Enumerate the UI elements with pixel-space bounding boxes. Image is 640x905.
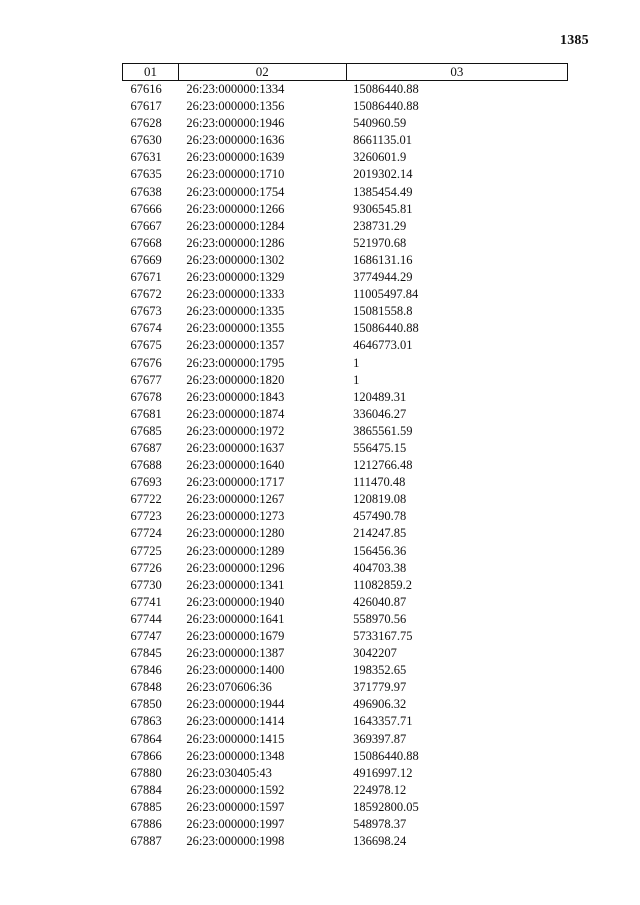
table-row [123, 491, 568, 508]
cadastral-number-cell: 26:23:000000:1940 [186, 594, 285, 609]
value-cell: 238731.29 [353, 218, 407, 233]
table-row [123, 286, 568, 303]
record-id-cell: 67630 [130, 133, 162, 148]
value-cell: 457490.78 [353, 509, 407, 524]
table-row [123, 543, 568, 560]
cadastral-number-cell: 26:23:000000:1333 [186, 287, 285, 302]
record-id-cell: 67887 [130, 834, 162, 849]
table-row [123, 320, 568, 337]
value-cell: 120489.31 [353, 389, 407, 404]
cadastral-number-cell: 26:23:000000:1348 [186, 748, 285, 763]
table-body [123, 81, 568, 851]
cadastral-number-cell: 26:23:000000:1754 [186, 184, 285, 199]
record-id-cell: 67884 [130, 782, 162, 797]
value-cell: 15086440.88 [353, 99, 419, 114]
table-row [123, 406, 568, 423]
cadastral-number-cell: 26:23:000000:1637 [186, 440, 285, 455]
value-cell: 2019302.14 [353, 167, 413, 182]
value-cell: 198352.65 [353, 663, 407, 678]
record-id-cell: 67671 [130, 270, 162, 285]
table-row [123, 457, 568, 474]
table-row [123, 303, 568, 320]
table-row [123, 713, 568, 730]
record-id-cell: 67681 [130, 406, 162, 421]
table-row [123, 252, 568, 269]
cadastral-number-cell: 26:23:000000:1639 [186, 150, 285, 165]
record-id-cell: 67848 [130, 680, 162, 695]
value-cell: 336046.27 [353, 406, 407, 421]
table-row [123, 149, 568, 166]
record-id-cell: 67723 [130, 509, 162, 524]
record-id-cell: 67845 [130, 646, 162, 661]
cadastral-number-cell: 26:23:000000:1335 [186, 304, 285, 319]
cadastral-number-cell: 26:23:000000:1641 [186, 611, 285, 626]
value-cell: 4916997.12 [353, 765, 413, 780]
column-header-03: 03 [346, 64, 567, 81]
cadastral-number-cell: 26:23:000000:1273 [186, 509, 285, 524]
cadastral-number-cell: 26:23:000000:1636 [186, 133, 285, 148]
table-row [123, 833, 568, 850]
record-id-cell: 67730 [130, 577, 162, 592]
value-cell: 404703.38 [353, 560, 407, 575]
cadastral-number-cell: 26:23:000000:1795 [186, 355, 285, 370]
cadastral-number-cell: 26:23:000000:1843 [186, 389, 285, 404]
record-id-cell: 67676 [130, 355, 162, 370]
record-id-cell: 67675 [130, 338, 162, 353]
record-id-cell: 67666 [130, 201, 162, 216]
table-row [123, 799, 568, 816]
table-row [123, 201, 568, 218]
value-cell: 15086440.88 [353, 748, 419, 763]
cadastral-number-cell: 26:23:000000:1997 [186, 817, 285, 832]
record-id-cell: 67672 [130, 287, 162, 302]
cadastral-number-cell: 26:23:000000:1266 [186, 201, 285, 216]
table-row [123, 748, 568, 765]
value-cell: 1385454.49 [353, 184, 413, 199]
record-id-cell: 67687 [130, 440, 162, 455]
cadastral-number-cell: 26:23:000000:1302 [186, 252, 285, 267]
value-cell: 120819.08 [353, 492, 407, 507]
cadastral-number-cell: 26:23:000000:1415 [186, 731, 285, 746]
cadastral-number-cell: 26:23:000000:1946 [186, 116, 285, 131]
table-row [123, 611, 568, 628]
value-cell: 224978.12 [353, 782, 407, 797]
value-cell: 1 [353, 355, 360, 370]
cadastral-number-cell: 26:23:000000:1355 [186, 321, 285, 336]
cadastral-number-cell: 26:23:000000:1280 [186, 526, 285, 541]
value-cell: 3774944.29 [353, 270, 413, 285]
value-cell: 558970.56 [353, 611, 407, 626]
record-id-cell: 67864 [130, 731, 162, 746]
table-row [123, 423, 568, 440]
record-id-cell: 67744 [130, 611, 162, 626]
cadastral-number-cell: 26:23:000000:1267 [186, 492, 285, 507]
cadastral-number-cell: 26:23:000000:1400 [186, 663, 285, 678]
record-id-cell: 67722 [130, 492, 162, 507]
value-cell: 1212766.48 [353, 458, 413, 473]
record-id-cell: 67741 [130, 594, 162, 609]
table-row [123, 577, 568, 594]
record-id-cell: 67628 [130, 116, 162, 131]
cadastral-number-cell: 26:23:000000:1874 [186, 406, 285, 421]
record-id-cell: 67724 [130, 526, 162, 541]
table-row [123, 372, 568, 389]
cadastral-number-cell: 26:23:000000:1334 [186, 82, 285, 96]
value-cell: 371779.97 [353, 680, 407, 695]
record-id-cell: 67631 [130, 150, 162, 165]
cadastral-number-cell: 26:23:000000:1944 [186, 697, 285, 712]
value-cell: 3865561.59 [353, 423, 413, 438]
value-cell: 9306545.81 [353, 201, 413, 216]
record-id-cell: 67726 [130, 560, 162, 575]
value-cell: 214247.85 [353, 526, 407, 541]
table-row [123, 337, 568, 354]
value-cell: 426040.87 [353, 594, 407, 609]
column-header-01: 01 [123, 64, 179, 81]
cadastral-number-cell: 26:23:000000:1597 [186, 799, 285, 814]
cadastral-number-cell: 26:23:000000:1640 [186, 458, 285, 473]
table-row [123, 560, 568, 577]
value-cell: 18592800.05 [353, 799, 419, 814]
record-id-cell: 67688 [130, 458, 162, 473]
cadastral-number-cell: 26:23:000000:1286 [186, 235, 285, 250]
cadastral-number-cell: 26:23:070606:36 [186, 680, 272, 695]
value-cell: 15086440.88 [353, 82, 419, 96]
value-cell: 548978.37 [353, 817, 407, 832]
value-cell: 15081558.8 [353, 304, 413, 319]
cadastral-number-cell: 26:23:000000:1998 [186, 834, 285, 849]
cadastral-number-cell: 26:23:000000:1820 [186, 372, 285, 387]
value-cell: 521970.68 [353, 235, 407, 250]
value-cell: 369397.87 [353, 731, 407, 746]
cadastral-number-cell: 26:23:000000:1284 [186, 218, 285, 233]
value-cell: 3260601.9 [353, 150, 407, 165]
table-row [123, 218, 568, 235]
record-id-cell: 67863 [130, 714, 162, 729]
table-row [123, 269, 568, 286]
table-row [123, 782, 568, 799]
table-row [123, 389, 568, 406]
table-row [123, 645, 568, 662]
page-number: 1385 [560, 33, 589, 48]
table-row [123, 355, 568, 372]
value-cell: 3042207 [353, 646, 397, 661]
value-cell: 156456.36 [353, 543, 407, 558]
data-table [122, 63, 568, 850]
table-row [123, 166, 568, 183]
table-row [123, 81, 568, 99]
table-row [123, 440, 568, 457]
table-row [123, 765, 568, 782]
cadastral-number-cell: 26:23:000000:1357 [186, 338, 285, 353]
cadastral-number-cell: 26:23:000000:1296 [186, 560, 285, 575]
record-id-cell: 67886 [130, 817, 162, 832]
record-id-cell: 67678 [130, 389, 162, 404]
table-row [123, 628, 568, 645]
table-row [123, 816, 568, 833]
value-cell: 5733167.75 [353, 629, 413, 643]
record-id-cell: 67885 [130, 799, 162, 814]
record-id-cell: 67846 [130, 663, 162, 678]
table-row [123, 525, 568, 542]
record-id-cell: 67866 [130, 748, 162, 763]
record-id-cell: 67674 [130, 321, 162, 336]
value-cell: 1 [353, 372, 360, 387]
table-row [123, 662, 568, 679]
cadastral-number-cell: 26:23:000000:1710 [186, 167, 285, 182]
value-cell: 11082859.2 [353, 577, 413, 592]
value-cell: 540960.59 [353, 116, 407, 131]
record-id-cell: 67616 [130, 82, 162, 96]
table-row [123, 731, 568, 748]
table-row [123, 132, 568, 149]
record-id-cell: 67850 [130, 697, 162, 712]
cadastral-number-cell: 26:23:000000:1387 [186, 646, 285, 661]
cadastral-number-cell: 26:23:000000:1341 [186, 577, 285, 592]
value-cell: 136698.24 [353, 834, 407, 849]
record-id-cell: 67667 [130, 218, 162, 233]
value-cell: 111470.48 [353, 475, 406, 490]
value-cell: 1686131.16 [353, 252, 413, 267]
cadastral-number-cell: 26:23:000000:1356 [186, 99, 285, 114]
cadastral-number-cell: 26:23:000000:1329 [186, 270, 285, 285]
table-row [123, 474, 568, 491]
cadastral-number-cell: 26:23:000000:1592 [186, 782, 285, 797]
record-id-cell: 67693 [130, 475, 162, 490]
table-row [123, 235, 568, 252]
column-header-02: 02 [178, 64, 346, 81]
record-id-cell: 67668 [130, 235, 162, 250]
value-cell: 556475.15 [353, 440, 407, 455]
record-id-cell: 67638 [130, 184, 162, 199]
table-row [123, 594, 568, 611]
value-cell: 11005497.84 [353, 287, 419, 302]
record-id-cell: 67635 [130, 167, 162, 182]
value-cell: 496906.32 [353, 697, 407, 712]
table-row [123, 115, 568, 132]
record-id-cell: 67725 [130, 543, 162, 558]
table-row [123, 696, 568, 713]
cadastral-number-cell: 26:23:030405:43 [186, 765, 272, 780]
table-row [123, 679, 568, 696]
table-row [123, 508, 568, 525]
value-cell: 1643357.71 [353, 714, 413, 729]
cadastral-number-cell: 26:23:000000:1717 [186, 475, 285, 490]
cadastral-number-cell: 26:23:000000:1414 [186, 714, 285, 729]
table-header-row [123, 64, 568, 81]
record-id-cell: 67747 [130, 629, 162, 643]
record-id-cell: 67880 [130, 765, 162, 780]
cadastral-number-cell: 26:23:000000:1972 [186, 423, 285, 438]
value-cell: 8661135.01 [353, 133, 413, 148]
record-id-cell: 67673 [130, 304, 162, 319]
table-row [123, 184, 568, 201]
value-cell: 15086440.88 [353, 321, 419, 336]
table-row [123, 98, 568, 115]
record-id-cell: 67669 [130, 252, 162, 267]
cadastral-number-cell: 26:23:000000:1679 [186, 629, 285, 643]
record-id-cell: 67617 [130, 99, 162, 114]
value-cell: 4646773.01 [353, 338, 413, 353]
record-id-cell: 67685 [130, 423, 162, 438]
cadastral-number-cell: 26:23:000000:1289 [186, 543, 285, 558]
record-id-cell: 67677 [130, 372, 162, 387]
